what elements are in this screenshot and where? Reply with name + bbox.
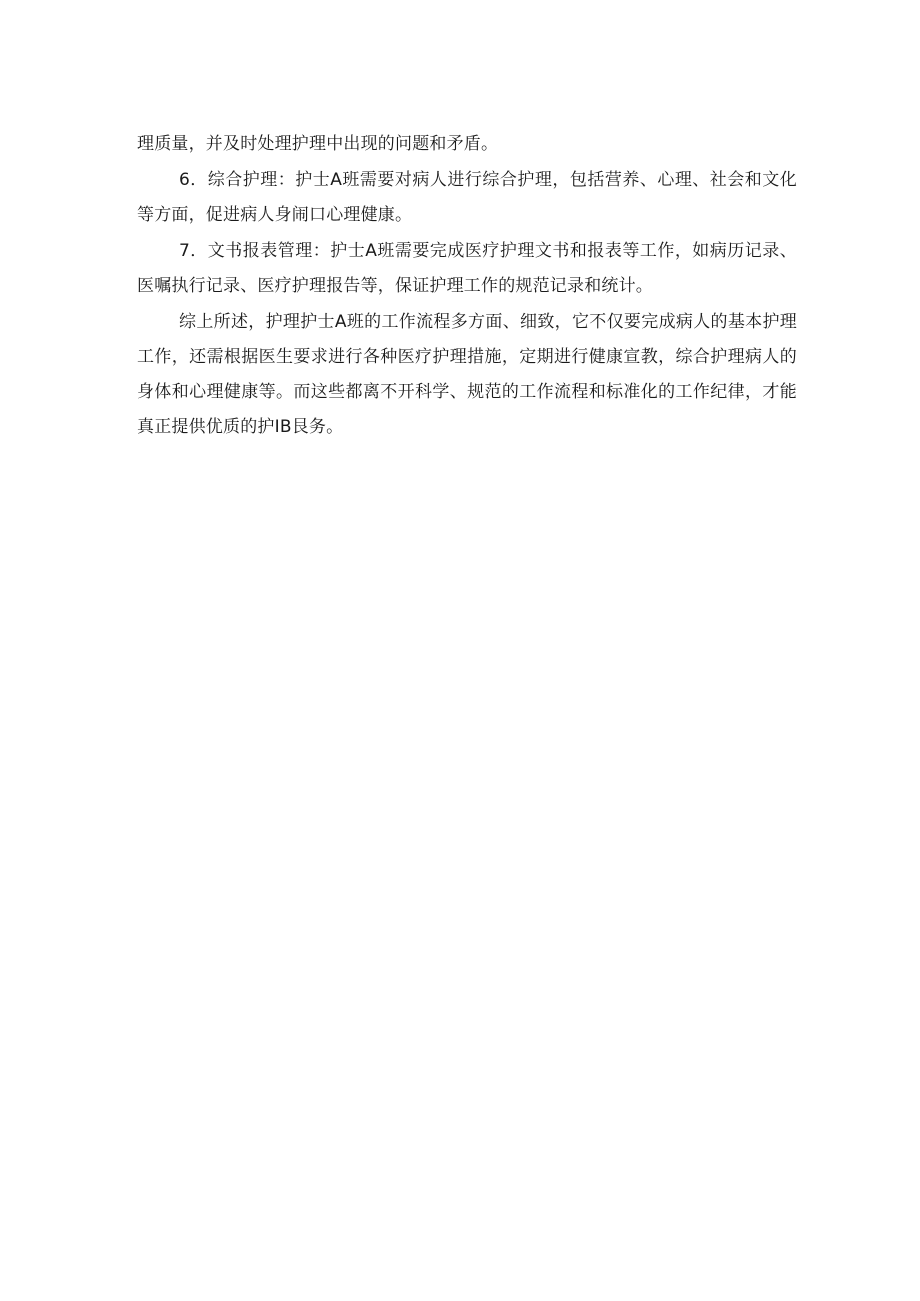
paragraph-summary: 综上所述，护理护士A班的工作流程多方面、细致，它不仅要完成病人的基本护理工作，还需根据医生要求进行各种医疗护理措施，定期进行健康宣教，综合护理病人的身体和心理健康等。而这些都离不开科学、规范的工作流程和标准化的工作纪律，才能真正提供优质的护IB艮务。 (137, 312, 797, 437)
document-body (137, 127, 797, 445)
paragraph-item-6: 6．综合护理：护士A班需要对病人进行综合护理，包括营养、心理、社会和文化等方面，促进病人身闹口心理健康。 (137, 170, 797, 225)
paragraph-continuation: 理质量，并及时处理护理中出现的问题和矛盾。 (137, 134, 499, 154)
paragraph-item-7: 7．文书报表管理：护士A班需要完成医疗护理文书和报表等工作，如病历记录、医嘱执行记录、医疗护理报告等，保证护理工作的规范记录和统计。 (137, 241, 797, 296)
